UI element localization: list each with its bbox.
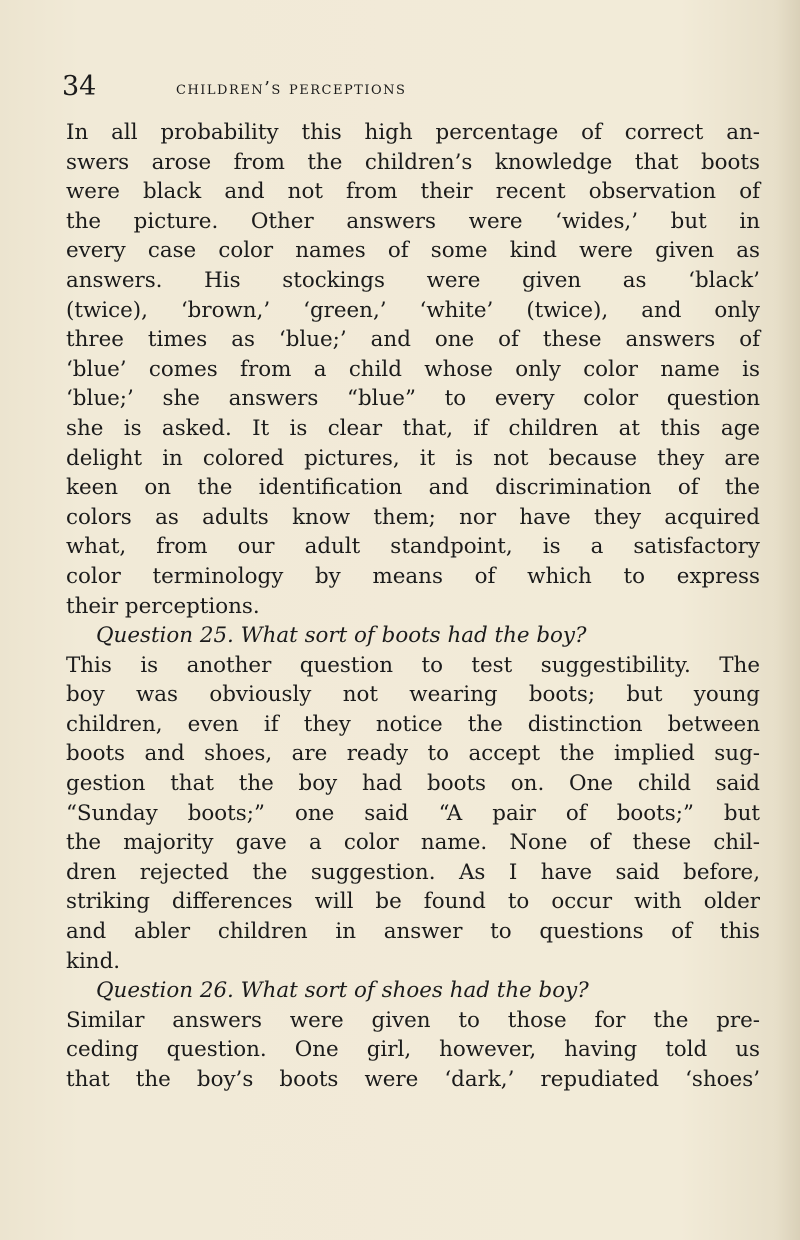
- text-line: color terminology by means of which to express: [66, 563, 760, 589]
- text-line: she is asked. It is clear that, if children at this age: [66, 415, 760, 441]
- text-line: their perceptions.: [66, 593, 260, 619]
- text-line: dren rejected the suggestion. As I have said before,: [66, 859, 760, 885]
- text-line: answers. His stockings were given as ‘black’: [66, 267, 760, 293]
- text-line: boots and shoes, are ready to accept the implied sug-: [66, 741, 760, 767]
- text-line: Similar answers were given to those for the pre-: [66, 1007, 760, 1033]
- text-line: the majority gave a color name. None of these chil-: [66, 830, 760, 856]
- text-line: ‘blue’ comes from a child whose only color name is: [66, 356, 760, 382]
- page-number: 34: [62, 71, 97, 102]
- text-line: gestion that the boy had boots on. One child said: [66, 771, 760, 797]
- text-line: children, even if they notice the distinction between: [66, 711, 760, 737]
- text-line: swers arose from the children’s knowledge that boots: [66, 149, 760, 175]
- running-title: children’s perceptions: [176, 78, 407, 99]
- text-line: and abler children in answer to questions of this: [66, 919, 760, 945]
- text-line: every case color names of some kind were given as: [66, 238, 760, 264]
- running-head: [62, 72, 762, 112]
- text-line: delight in colored pictures, it is not because they are: [66, 445, 760, 471]
- text-line: were black and not from their recent observation of: [66, 179, 760, 205]
- text-line: This is another question to test suggestibility. The: [66, 652, 760, 678]
- question-25-heading: Question 25. What sort of boots had the boy?: [96, 623, 587, 649]
- text-line: boy was obviously not wearing boots; but young: [66, 682, 760, 708]
- text-line: that the boy’s boots were ‘dark,’ repudiated ‘shoes’: [66, 1067, 760, 1092]
- text-line: the picture. Other answers were ‘wides,’ but in: [66, 208, 760, 234]
- text-line: “Sunday boots;” one said “A pair of boots;” but: [66, 800, 760, 826]
- text-line: (twice), ‘brown,’ ‘green,’ ‘white’ (twice), and only: [66, 297, 760, 323]
- text-line: colors as adults know them; nor have they acquired: [66, 504, 760, 530]
- text-line: In all probability this high percentage of correct an-: [66, 120, 760, 145]
- text-line: what, from our adult standpoint, is a satisfactory: [66, 534, 760, 560]
- question-26-heading: Question 26. What sort of shoes had the boy?: [96, 978, 589, 1004]
- body-text: [66, 118, 760, 1095]
- text-line: ‘blue;’ she answers “blue” to every color question: [66, 386, 760, 412]
- text-line: three times as ‘blue;’ and one of these answers of: [66, 327, 760, 353]
- text-line: striking differences will be found to occur with older: [66, 889, 760, 915]
- text-line: kind.: [66, 948, 121, 974]
- text-line: keen on the identification and discrimination of the: [66, 475, 760, 501]
- text-line: ceding question. One girl, however, having told us: [66, 1037, 760, 1063]
